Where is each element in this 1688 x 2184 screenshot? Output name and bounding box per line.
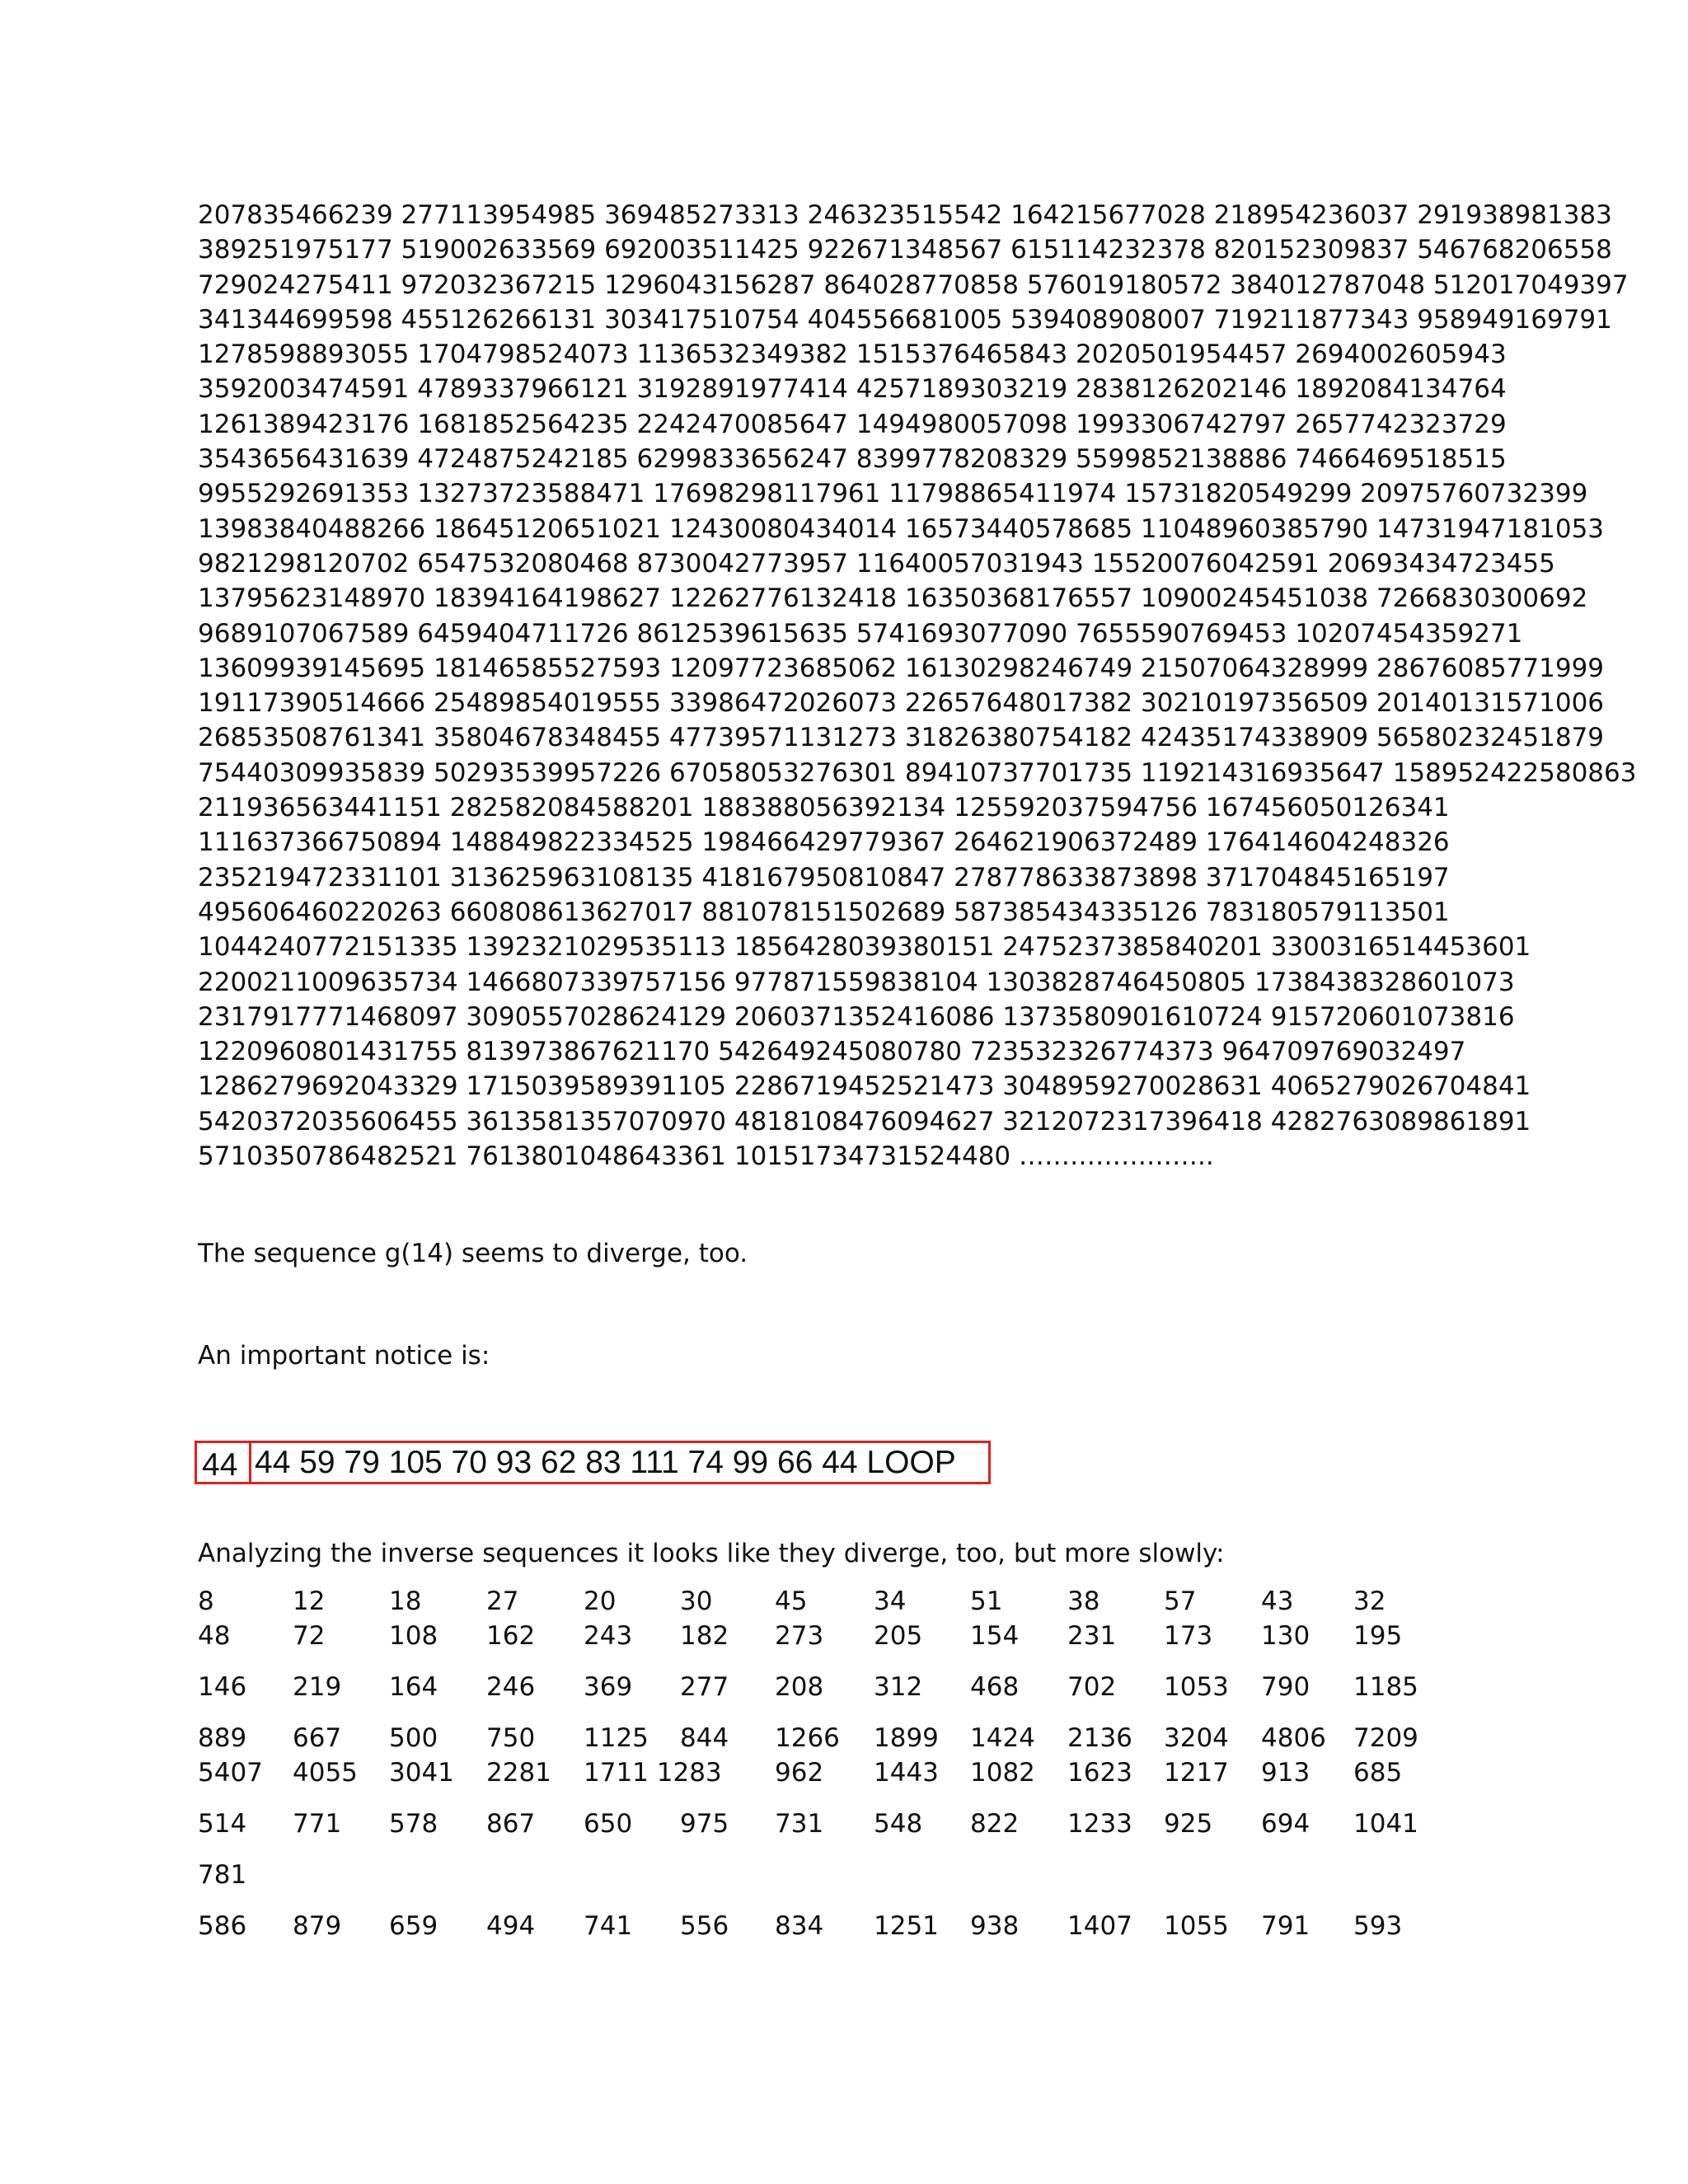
loop-start-value: 44	[202, 1447, 238, 1483]
inverse-value: 30	[680, 1586, 713, 1616]
inverse-value: 43	[1261, 1586, 1294, 1616]
inverse-value: 5407	[198, 1758, 263, 1788]
inverse-value: 27	[486, 1586, 519, 1616]
inverse-value: 925	[1164, 1809, 1213, 1839]
inverse-value: 790	[1261, 1672, 1311, 1702]
inverse-value: 694	[1261, 1809, 1311, 1839]
inverse-value: 146	[198, 1672, 247, 1702]
inverse-value: 1711 1283	[584, 1758, 722, 1788]
sequence-line: 1220960801431755 813973867621170 542649245080780 723532326774373 964709769032497	[198, 1037, 1466, 1067]
inverse-value: 130	[1261, 1621, 1311, 1651]
loop-sequence-text: 44 59 79 105 70 93 62 83 111 74 99 66 44 LOOP	[255, 1445, 956, 1480]
inverse-value: 685	[1353, 1758, 1403, 1788]
inverse-value: 938	[970, 1911, 1020, 1941]
sequence-line: 9821298120702 6547532080468 8730042773957 11640057031943 15520076042591 20693434723455	[198, 548, 1555, 579]
inverse-value: 468	[970, 1672, 1020, 1702]
inverse-value: 650	[584, 1809, 633, 1839]
inverse-value: 750	[486, 1723, 536, 1753]
inverse-value: 578	[389, 1809, 438, 1839]
inverse-value: 1266	[775, 1723, 840, 1753]
inverse-value: 1424	[970, 1723, 1035, 1753]
inverse-value: 1251	[874, 1911, 939, 1941]
inverse-value: 246	[486, 1672, 536, 1702]
sequence-line: 5420372035606455 3613581357070970 4818108476094627 3212072317396418 4282763089861891	[198, 1106, 1531, 1137]
inverse-value: 48	[198, 1621, 231, 1651]
inverse-value: 879	[293, 1911, 342, 1941]
inverse-value: 1053	[1164, 1672, 1229, 1702]
inverse-value: 243	[584, 1621, 633, 1651]
inverse-value: 1233	[1067, 1809, 1132, 1839]
sequence-line: 729024275411 972032367215 1296043156287 864028770858 576019180572 384012787048 512017049397	[198, 269, 1629, 300]
inverse-value: 208	[775, 1672, 824, 1702]
inverse-value: 3041	[389, 1758, 454, 1788]
inverse-value: 867	[486, 1809, 536, 1839]
sequence-line: 26853508761341 35804678348455 47739571131273 31826380754182 42435174338909 56580232451879	[198, 723, 1605, 753]
important-notice-label: An important notice is:	[198, 1341, 490, 1371]
sequence-line: 389251975177 519002633569 692003511425 922671348567 615114232378 820152309837 546768206558	[198, 235, 1612, 265]
sequence-line: 3592003474591 4789337966121 3192891977414 4257189303219 2838126202146 1892084134764	[198, 374, 1507, 405]
inverse-value: 1217	[1164, 1758, 1229, 1788]
inverse-value: 791	[1261, 1911, 1311, 1941]
inverse-value: 18	[389, 1586, 422, 1616]
sequence-line: 211936563441151 282582084588201 188388056392134 125592037594756 167456050126341	[198, 793, 1450, 823]
inverse-value: 164	[389, 1672, 438, 1702]
inverse-value: 1041	[1353, 1809, 1418, 1839]
inverse-value: 154	[970, 1621, 1020, 1651]
inverse-value: 975	[680, 1809, 729, 1839]
sequence-line: 1278598893055 1704798524073 1136532349382 1515376465843 2020501954457 2694002605943	[198, 340, 1507, 370]
inverse-value: 4055	[293, 1758, 358, 1788]
inverse-value: 72	[293, 1621, 326, 1651]
sequence-line: 9689107067589 6459404711726 8612539615635 5741693077090 7655590769453 10207454359271	[198, 618, 1523, 649]
inverse-value: 889	[198, 1723, 247, 1753]
inverse-value: 500	[389, 1723, 438, 1753]
inverse-value: 369	[584, 1672, 633, 1702]
inverse-value: 57	[1164, 1586, 1197, 1616]
sequence-line: 2200211009635734 1466807339757156 977871559838104 1303828746450805 1738438328601073	[198, 967, 1515, 997]
inverse-value: 231	[1067, 1621, 1117, 1651]
inverse-value: 8	[198, 1586, 214, 1616]
loop-sequence-box	[249, 1441, 991, 1484]
sequence-line: 341344699598 455126266131 303417510754 404556681005 539408908007 719211877343 958949169791	[198, 304, 1612, 335]
sequence-line: 13795623148970 18394164198627 12262776132418 16350368176557 10900245451038 7266830300692	[198, 583, 1588, 614]
inverse-value: 781	[198, 1860, 247, 1890]
inverse-value: 12	[293, 1586, 326, 1616]
sequence-line: 13609939145695 18146585527593 12097723685062 16130298246749 21507064328999 28676085771999	[198, 653, 1605, 683]
inverse-value: 2281	[486, 1758, 551, 1788]
inverse-value: 667	[293, 1723, 342, 1753]
inverse-value: 741	[584, 1911, 633, 1941]
sequence-line: 111637366750894 148849822334525 198466429779367 264621906372489 176414604248326	[198, 827, 1450, 858]
inverse-value: 4806	[1261, 1723, 1326, 1753]
inverse-value: 844	[680, 1723, 729, 1753]
inverse-value: 1125	[584, 1723, 649, 1753]
inverse-value: 731	[775, 1809, 824, 1839]
inverse-intro: Analyzing the inverse sequences it looks like they diverge, too, but more slowly:	[198, 1539, 1225, 1568]
inverse-value: 182	[680, 1621, 729, 1651]
sequence-line: 5710350786482521 7613801048643361 10151734731524480 …………………..	[198, 1141, 1214, 1172]
inverse-value: 822	[970, 1809, 1020, 1839]
inverse-value: 51	[970, 1586, 1003, 1616]
inverse-value: 1407	[1067, 1911, 1132, 1941]
sequence-line: 13983840488266 18645120651021 12430080434014 16573440578685 11048960385790 14731947181053	[198, 513, 1605, 544]
sequence-line: 19117390514666 25489854019555 33986472026073 22657648017382 30210197356509 20140131571006	[198, 688, 1605, 719]
inverse-value: 1082	[970, 1758, 1035, 1788]
sequence-line: 3543656431639 4724875242185 6299833656247 8399778208329 5599852138886 7466469518515	[198, 444, 1507, 475]
inverse-value: 913	[1261, 1758, 1311, 1788]
inverse-value: 2136	[1067, 1723, 1132, 1753]
inverse-value: 45	[775, 1586, 808, 1616]
inverse-value: 195	[1353, 1621, 1403, 1651]
inverse-value: 1055	[1164, 1911, 1229, 1941]
inverse-value: 494	[486, 1911, 536, 1941]
inverse-value: 205	[874, 1621, 923, 1651]
diverge-note: The sequence g(14) seems to diverge, too.	[198, 1239, 748, 1268]
inverse-value: 34	[874, 1586, 907, 1616]
sequence-line: 9955292691353 13273723588471 17698298117961 11798865411974 15731820549299 20975760732399	[198, 479, 1588, 509]
inverse-value: 32	[1353, 1586, 1386, 1616]
inverse-value: 556	[680, 1911, 729, 1941]
inverse-value: 514	[198, 1809, 247, 1839]
inverse-value: 38	[1067, 1586, 1100, 1616]
inverse-value: 20	[584, 1586, 617, 1616]
inverse-value: 1443	[874, 1758, 939, 1788]
inverse-value: 273	[775, 1621, 824, 1651]
inverse-value: 312	[874, 1672, 923, 1702]
inverse-value: 593	[1353, 1911, 1403, 1941]
inverse-value: 277	[680, 1672, 729, 1702]
inverse-value: 1185	[1353, 1672, 1418, 1702]
sequence-line: 75440309935839 50293539957226 67058053276301 89410737701735 119214316935647 158952422580863	[198, 757, 1637, 788]
sequence-line: 1044240772151335 1392321029535113 1856428039380151 2475237385840201 3300316514453601	[198, 932, 1531, 963]
inverse-value: 1623	[1067, 1758, 1132, 1788]
inverse-value: 7209	[1353, 1723, 1418, 1753]
sequence-line: 495606460220263 660808613627017 881078151502689 587385434335126 783180579113501	[198, 897, 1450, 927]
inverse-value: 1899	[874, 1723, 939, 1753]
inverse-value: 962	[775, 1758, 824, 1788]
inverse-value: 173	[1164, 1621, 1213, 1651]
inverse-value: 586	[198, 1911, 247, 1941]
inverse-value: 3204	[1164, 1723, 1229, 1753]
inverse-value: 548	[874, 1809, 923, 1839]
sequence-line: 1286279692043329 1715039589391105 2286719452521473 3048959270028631 4065279026704841	[198, 1071, 1531, 1102]
inverse-value: 702	[1067, 1672, 1117, 1702]
g14-sequence-block	[198, 198, 1637, 1174]
inverse-value: 834	[775, 1911, 824, 1941]
sequence-line: 235219472331101 313625963108135 418167950810847 278778633873898 371704845165197	[198, 862, 1450, 893]
inverse-value: 771	[293, 1809, 342, 1839]
sequence-line: 2317917771468097 3090557028624129 2060371352416086 1373580901610724 915720601073816	[198, 1001, 1515, 1032]
sequence-line: 1261389423176 1681852564235 2242470085647 1494980057098 1993306742797 2657742323729	[198, 409, 1507, 439]
inverse-value: 162	[486, 1621, 536, 1651]
loop-start-box	[195, 1441, 249, 1484]
inverse-value: 108	[389, 1621, 438, 1651]
inverse-value: 219	[293, 1672, 342, 1702]
sequence-line: 207835466239 277113954985 369485273313 246323515542 164215677028 218954236037 291938981383	[198, 200, 1612, 230]
inverse-value: 659	[389, 1911, 438, 1941]
